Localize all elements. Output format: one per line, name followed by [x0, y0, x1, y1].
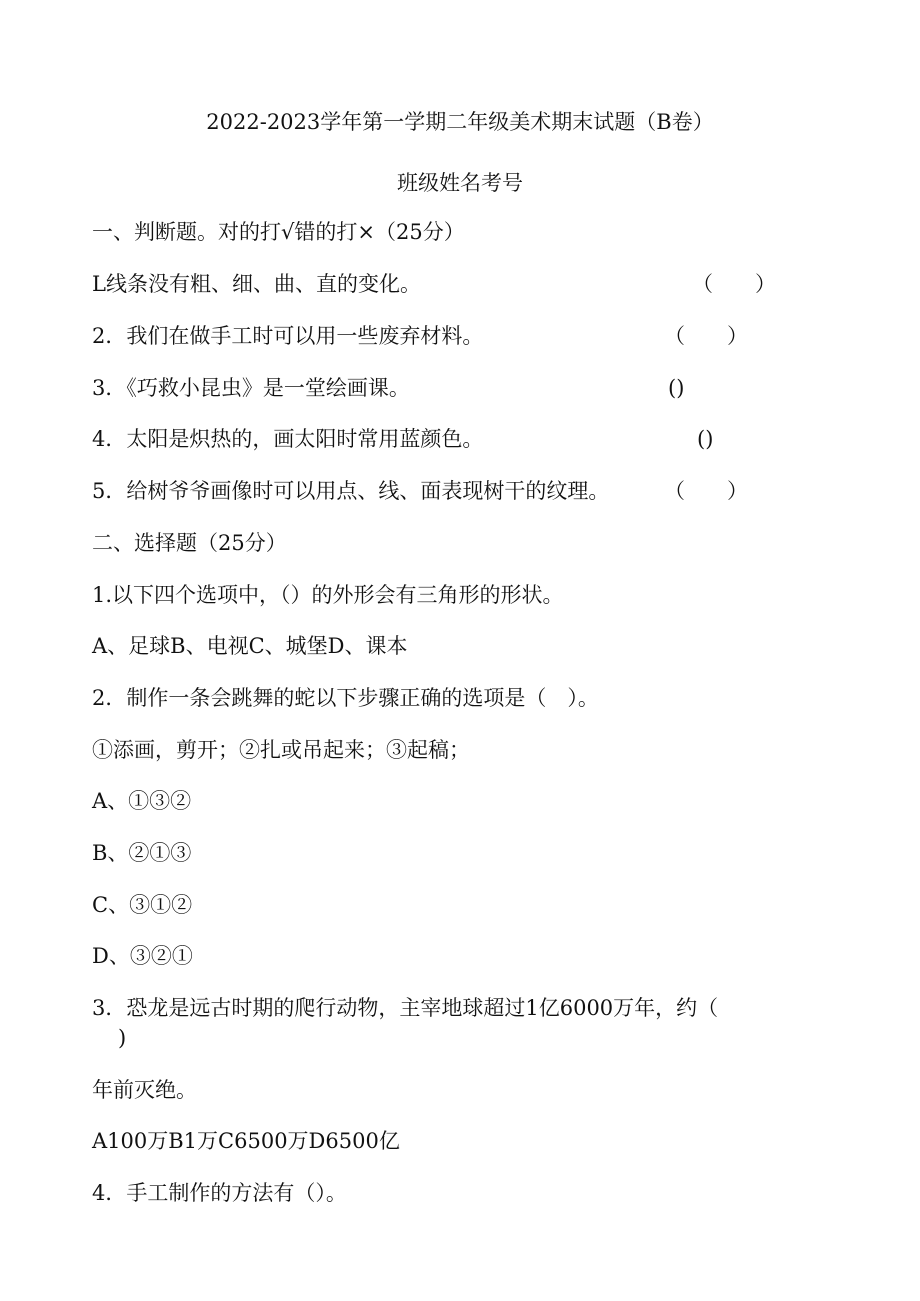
choice-q4-stem: 4．手工制作的方法有（）。 [92, 1181, 347, 1205]
choice-q1-stem: 1.以下四个选项中，（）的外形会有三角形的形状。 [92, 583, 564, 607]
judge-item-4: 4．太阳是炽热的，画太阳时常用蓝颜色。 [92, 427, 484, 451]
section1-heading: 一、判断题。对的打√错的打×（25分） [92, 220, 465, 244]
judge-item-1: L线条没有粗、细、曲、直的变化。 [92, 272, 421, 296]
judge-item-2: 2．我们在做手工时可以用一些废弃材料。 [92, 324, 484, 348]
choice-q2-stem: 2．制作一条会跳舞的蛇以下步骤正确的选项是（ ）。 [92, 686, 599, 710]
exam-title: 2022-2023学年第一学期二年级美术期末试题（B卷） [206, 110, 714, 134]
choice-q1-options: A、足球B、电视C、城堡D、课本 [92, 634, 408, 658]
student-info-line: 班级姓名考号 [397, 171, 523, 195]
answer-paren-3: () [668, 376, 685, 400]
judge-item-5: 5．给树爷爷画像时可以用点、线、面表现树干的纹理。 [92, 479, 610, 503]
choice-q3-continuation: 年前灭绝。 [92, 1078, 197, 1102]
answer-paren-2: （ ） [664, 324, 748, 348]
judge-item-3: 3．《巧救小昆虫》是一堂绘画课。 [92, 376, 410, 400]
choice-q2-steps: ①添画，剪开；②扎或吊起来；③起稿； [92, 738, 470, 762]
choice-q2-option-a: A、①③② [92, 789, 192, 813]
choice-q2-option-d: D、③②① [92, 944, 193, 968]
choice-q3-paren-close: ) [118, 1026, 127, 1050]
choice-q3-options: A100万B1万C6500万D6500亿 [92, 1129, 400, 1153]
choice-q2-option-c: C、③①② [92, 893, 193, 917]
section2-heading: 二、选择题（25分） [92, 531, 287, 555]
answer-paren-1: （ ） [692, 272, 776, 296]
answer-paren-4: () [697, 427, 714, 451]
choice-q2-option-b: B、②①③ [92, 841, 192, 865]
answer-paren-5: （ ） [664, 479, 748, 503]
choice-q3-stem: 3．恐龙是远古时期的爬行动物，主宰地球超过1亿6000万年，约（ [92, 996, 719, 1020]
